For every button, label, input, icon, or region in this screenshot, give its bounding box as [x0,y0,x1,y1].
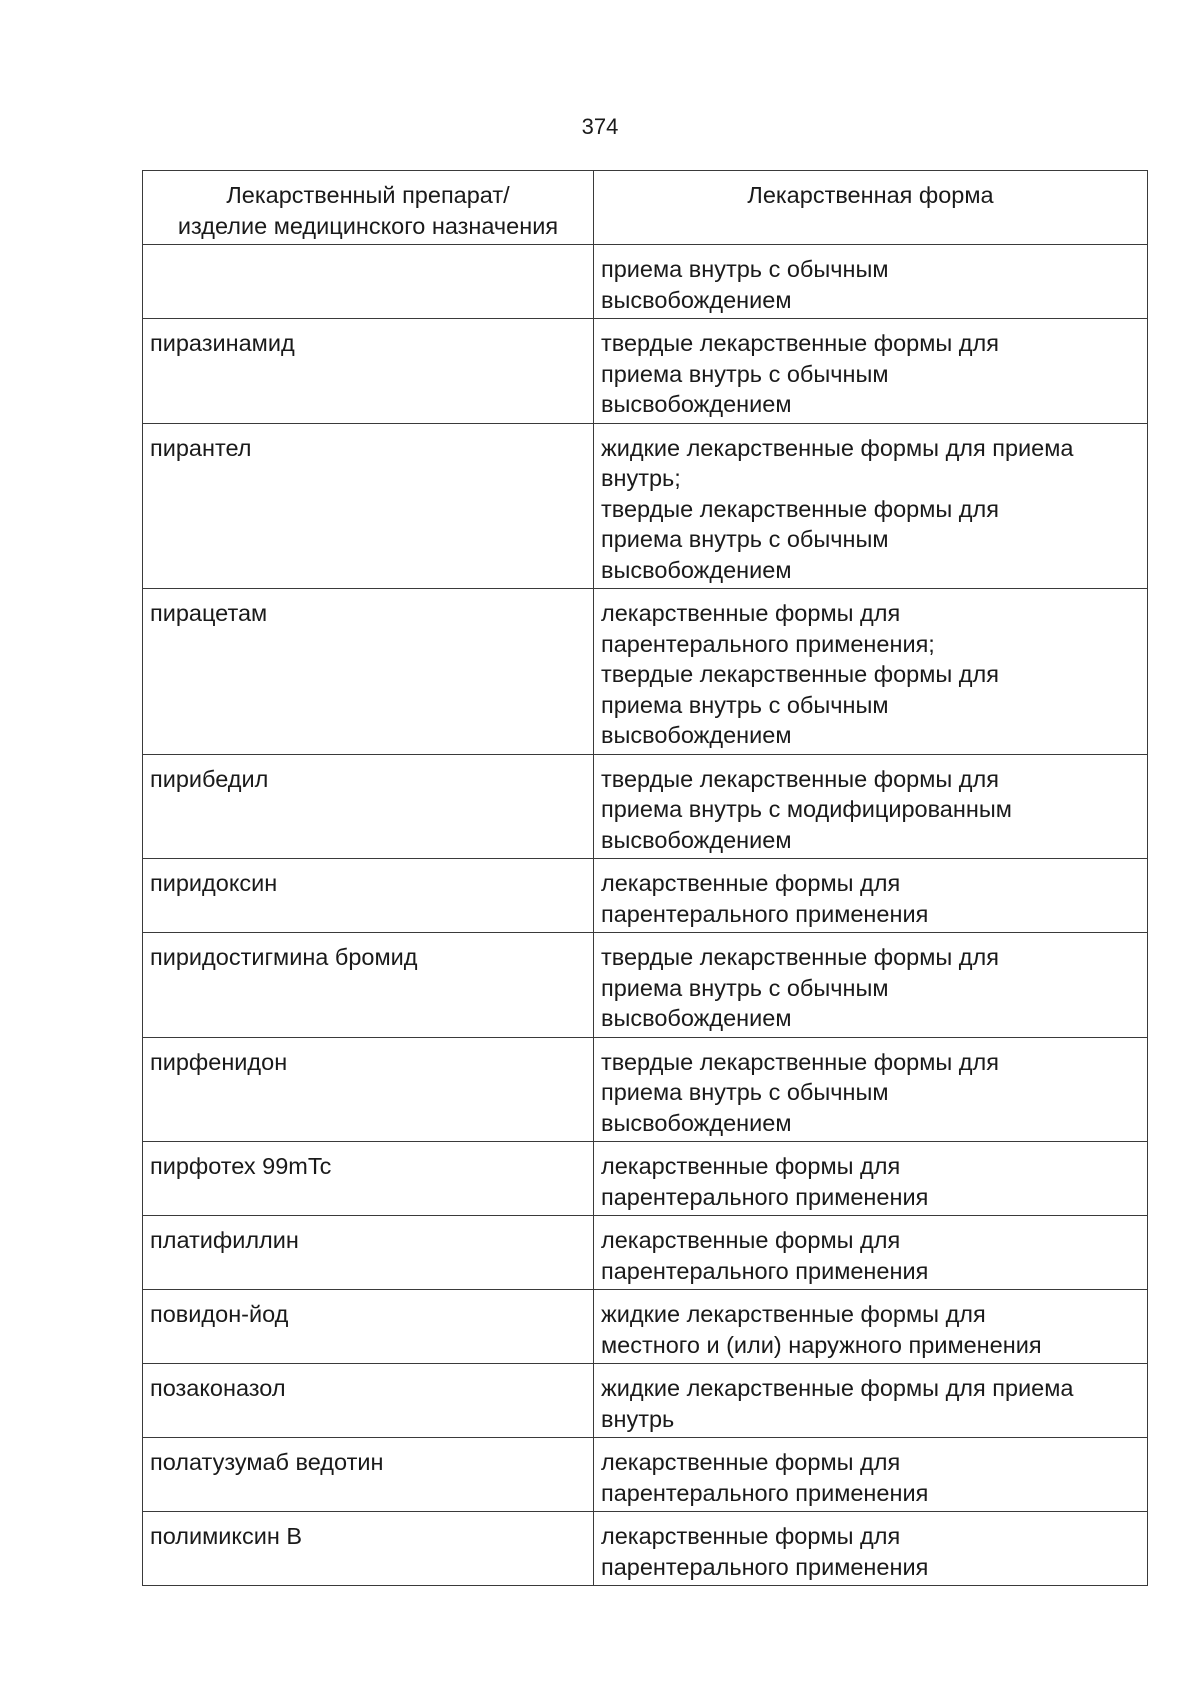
dosage-form-line: приема внутрь с обычным [601,360,889,387]
dosage-form-line: парентерального применения [601,1183,929,1210]
dosage-form-line: лекарственные формы для [601,600,901,626]
dosage-form-line: лекарственные формы для [601,1523,901,1549]
table-row [143,859,1148,933]
drug-name-cell [143,1512,594,1586]
dosage-form-line: жидкие лекарственные формы для приема [601,434,1074,461]
table-row [143,1037,1148,1142]
drug-name-cell [143,319,594,424]
drug-forms-table [142,170,1148,1586]
dosage-form-line: парентерального применения; [601,630,935,657]
dosage-form-line: твердые лекарственные формы для [601,330,999,356]
dosage-form-line: парентерального применения [601,1479,929,1506]
table-row [143,423,1148,589]
dosage-form-line: парентерального применения [601,1553,929,1580]
dosage-form-line: высвобождением [601,391,792,417]
dosage-form-cell [594,859,1148,933]
table-body [143,245,1148,1586]
dosage-form-line: приема внутрь с обычным [601,691,889,718]
dosage-form-line: парентерального применения [601,1257,929,1284]
dosage-form-cell [594,1290,1148,1364]
dosage-form-line: парентерального применения [601,900,929,927]
drug-name-cell [143,859,594,933]
table-row [143,1290,1148,1364]
drug-name-cell [143,589,594,755]
drug-name: пирантел [150,434,252,461]
dosage-form-line: высвобождением [601,556,792,583]
dosage-form-line: приема внутрь с обычным [601,974,889,1001]
drug-name: пирибедил [150,765,269,792]
table-row [143,1438,1148,1512]
dosage-form-line: местного и (или) наружного применения [601,1331,1042,1358]
page-number: 374 [581,114,619,139]
drug-name-cell [143,1438,594,1512]
dosage-form-cell [594,1512,1148,1586]
drug-name-cell [143,754,594,859]
dosage-form-line: жидкие лекарственные формы для [601,1301,986,1327]
drug-name-cell [143,245,594,319]
table-row [143,933,1148,1038]
dosage-form-cell [594,754,1148,859]
dosage-form-line: приема внутрь с обычным [601,256,889,282]
table-row [143,1216,1148,1290]
drug-name-cell [143,1290,594,1364]
drug-name: пиразинамид [150,330,295,356]
drug-name: пиридоксин [150,870,278,896]
header-drug-line: Лекарственный препарат/ [226,182,510,208]
dosage-form-line: твердые лекарственные формы для [601,661,999,687]
dosage-form-line: высвобождением [601,722,792,748]
header-drug [143,171,594,245]
dosage-form-line: твердые лекарственные формы для [601,495,999,522]
dosage-form-line: жидкие лекарственные формы для приема [601,1375,1074,1401]
dosage-form-line: твердые лекарственные формы для [601,765,999,792]
table-row [143,245,1148,319]
dosage-form-line: лекарственные формы для [601,1449,901,1475]
dosage-form-cell [594,589,1148,755]
drug-name-cell [143,1142,594,1216]
drug-name: пирацетам [150,600,268,626]
dosage-form-cell [594,1364,1148,1438]
drug-name: пиридостигмина бромид [150,944,418,970]
header-form-line: Лекарственная форма [747,182,994,208]
table-row [143,589,1148,755]
dosage-form-cell [594,1037,1148,1142]
drug-name-cell [143,1216,594,1290]
dosage-form-cell [594,245,1148,319]
drug-name-cell [143,1037,594,1142]
drug-name: позаконазол [150,1375,286,1401]
header-drug-line: изделие медицинского назначения [177,212,559,239]
dosage-form-line: приема внутрь с обычным [601,1079,889,1105]
table-row [143,754,1148,859]
dosage-form-cell [594,423,1148,589]
drug-name-cell [143,1364,594,1438]
table-row [143,1512,1148,1586]
dosage-form-cell [594,1438,1148,1512]
table-row [143,1142,1148,1216]
dosage-form-line: твердые лекарственные формы для [601,1048,999,1075]
dosage-form-line: внутрь; [601,465,681,491]
dosage-form-line: высвобождением [601,1005,792,1031]
dosage-form-cell [594,1216,1148,1290]
dosage-form-line: внутрь [601,1405,675,1432]
drug-name: полимиксин B [150,1523,303,1549]
drug-name-cell [143,423,594,589]
dosage-form-line: лекарственные формы для [601,870,901,896]
drug-name: платифиллин [150,1227,299,1253]
dosage-form-line: высвобождением [601,286,792,313]
dosage-form-line: лекарственные формы для [601,1227,901,1253]
dosage-form-line: высвобождением [601,826,792,853]
dosage-form-line: высвобождением [601,1109,792,1136]
dosage-form-line: приема внутрь с модифицированным [601,796,1012,822]
drug-name: повидон-йод [150,1301,289,1327]
drug-name-cell [143,933,594,1038]
dosage-form-cell [594,933,1148,1038]
drug-name: пирфенидон [150,1048,288,1075]
drug-name: полатузумаб ведотин [150,1449,384,1475]
dosage-form-line: лекарственные формы для [601,1153,901,1179]
dosage-form-line: твердые лекарственные формы для [601,944,999,970]
table-row [143,319,1148,424]
drug-name: пирфотех 99mTc [150,1153,332,1179]
dosage-form-cell [594,1142,1148,1216]
dosage-form-cell [594,319,1148,424]
table-header-row [143,171,1148,245]
header-form [594,171,1148,245]
table-row [143,1364,1148,1438]
dosage-form-line: приема внутрь с обычным [601,526,889,552]
